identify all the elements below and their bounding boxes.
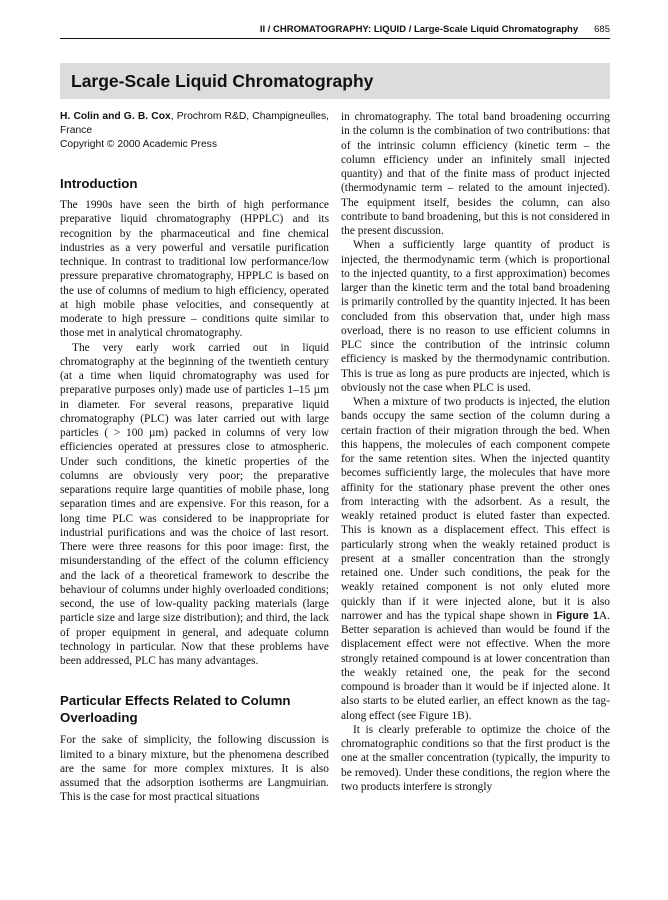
section-heading-particular-effects: Particular Effects Related to Column Overloading [60, 693, 291, 726]
running-head [60, 24, 610, 39]
article-title: Large-Scale Liquid Chromatography [60, 63, 610, 99]
paragraph: The 1990s have seen the birth of high performance preparative liquid chromatography (HPPLC) and its recognition by the pharmaceutical and fine chemical industries as a very powerful and versatile purification technique. In contrast to traditional low performance/low pressure preparative chromatography, HPPLC is based on the use of columns of medium to high efficiency, operated at high mobile phase velocities, and consequently at moderate to high pressure – conditions quite similar to those met in analytical chromatography. [60, 199, 329, 340]
author-names: H. Colin and G. B. Cox [60, 111, 171, 122]
paragraph: When a sufficiently large quantity of product is injected, the thermodynamic term (which is proportional to the injected quantity, to a first approximation) becomes larger than the kinetic term and the total band broadening is primarily controlled by the quantity injected. It has been concluded from this observation that, under high mass overload, there is no reason to use efficient columns in PLC since the contribution of the intrinsic column efficiency is masked by the thermodynamic contribution. This is true as long as pure products are injected, which is obviously not the case when PLC is used. [341, 239, 610, 394]
paragraph: It is clearly preferable to optimize the choice of the chromatographic conditions so that the first product is the one at the smaller concentration (typically, the impurity to be removed). Under these conditions, the region where the two products interfere is strongly [341, 723, 610, 793]
left-column [60, 110, 329, 805]
page-number: 685 [594, 24, 610, 35]
running-head-text: II / CHROMATOGRAPHY: LIQUID / Large-Scale Liquid Chromatography [259, 24, 579, 35]
figure-reference-link[interactable]: Figure 1 [556, 609, 599, 622]
right-column [341, 110, 610, 794]
section-heading-introduction: Introduction [60, 176, 138, 191]
paragraph [341, 395, 610, 723]
paragraph: For the sake of simplicity, the following discussion is limited to a binary mixture, but the phenomena described are the same for more complex mixtures. It is also assumed that the adsorption isotherms are Langmuirian. This is the case for most practical situations [60, 734, 329, 804]
author-affiliation: , Prochrom R&D, Champigneulles, France [60, 111, 330, 136]
paragraph: The very early work carried out in liquid chromatography at the beginning of the twentieth century (at a time when liquid chromatography was used for preparative purposes only) made use of particles 1–15 µm in diameter. For several reasons, preparative liquid chromatography (PLC) was later carried out with large particles ( > 100 µm) packed in columns of very low efficiencies operated at pressures close to atmospheric. Under such conditions, the kinetic properties of the columns are obviously very poor; the preparative separations require large quantities of mobile phase, long separation times and are expensive. For this reason, for a long time PLC was considered to be inappropriate for industrial purifications and was the choice of last resort. There were three reasons for this poor image: first, the misunderstanding of the effect of the column efficiency and the lack of a theoretical framework to describe the behaviour of columns under highly overloaded conditions; second, the use of low-quality packing materials (large particle size and large size distribution); and third, the lack of proper equipment in general, and adequate column technology in particular. Now that these problems have been addressed, PLC has many advantages. [60, 341, 329, 667]
authors [60, 110, 329, 138]
paragraph-text: When a mixture of two products is injected, the elution bands occupy the same section of the column during a certain fraction of their migration through the bed. When this happens, the molecules of each component compete for the same retention sites. When the injected quantity becomes sufficiently large, the molecules that have more affinity for the stationary phase prevent the other ones from interacting with the adsorbent. As a result, the weakly retained product is eluted faster than expected. This is known as a displacement effect. This effect is particularly strong when the weakly retained product is present at a smaller concentration than the strongly retained one. Under such conditions, the peak for the weakly retained component is not only eluted more quickly than if it were injected alone, but it is also narrower and has the typical shape shown in [341, 396, 610, 622]
paragraph-text: A. Better separation is achieved than would be found if the displacement effect were not effective. When the more strongly retained compound is at lower concentration than the weakly retained one, the peak for the second compound is broader than it would be if injected alone. It also starts to be eluted earlier, an effect known as the tag-along effect (see Figure 1B). [341, 609, 610, 722]
paragraph: in chromatography. The total band broadening occurring in the column is the combination of two contributions: that of the intrinsic column efficiency (kinetic term – the column efficiency under an infinitely small injected quantity) and that of the finite mass of product injected (thermodynamic term – related to the amount injected). The equipment itself, besides the column, can also contribute to band broadening, but this is not considered in the present discussion. [341, 111, 610, 237]
copyright-notice: Copyright © 2000 Academic Press [60, 139, 217, 150]
